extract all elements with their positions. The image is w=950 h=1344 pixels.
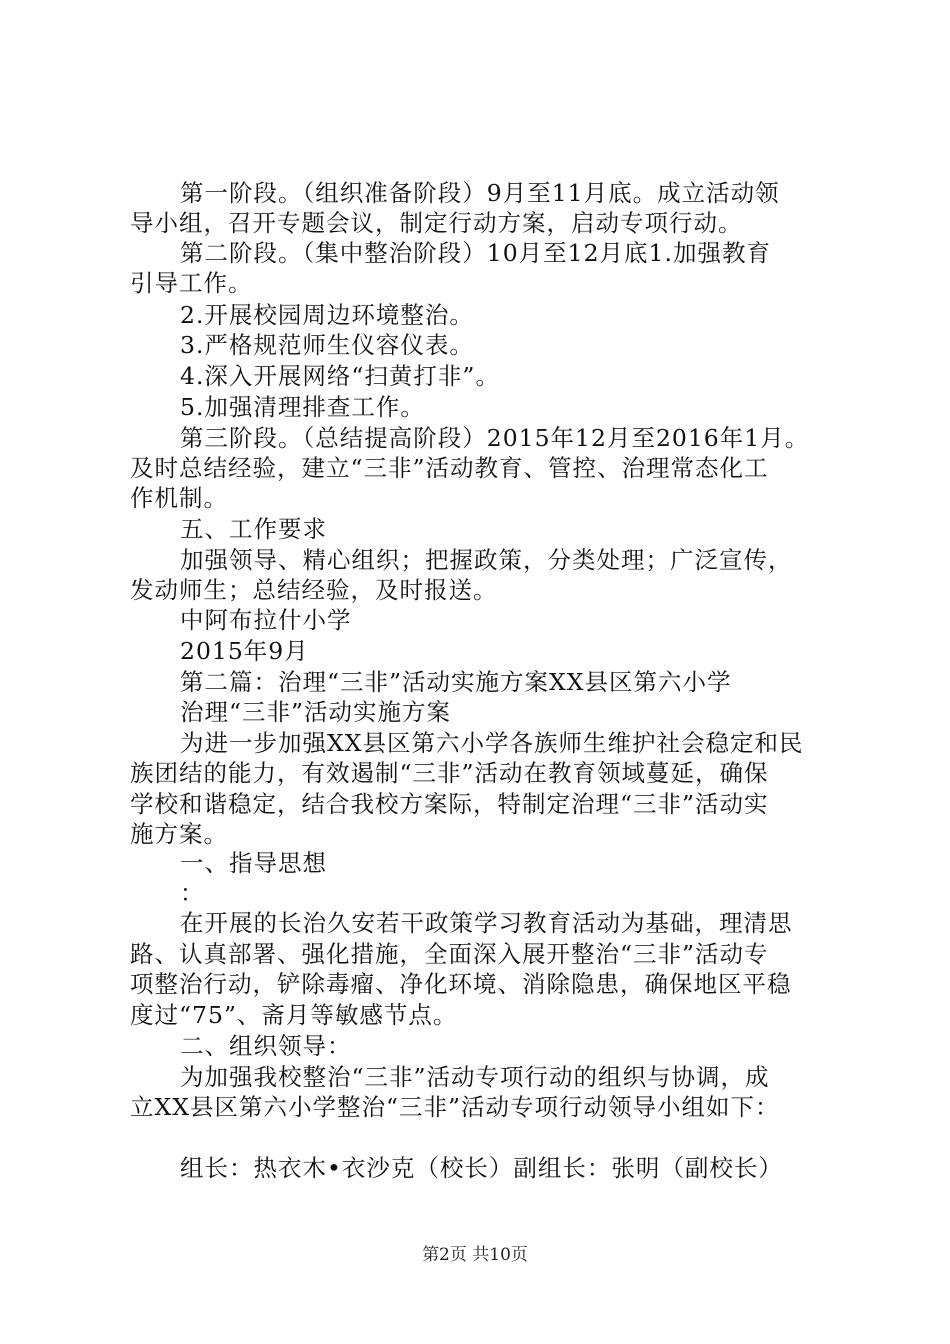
text-line: 2.开展校园周边环境整治。 [180,301,474,329]
signature-date: 2015年9月 [180,637,309,665]
text-line: 第三阶段。（总结提高阶段）2015年12月至2016年1月。 [180,424,810,452]
text-line: 施方案。 [130,820,228,848]
text-line: 3.严格规范师生仪容仪表。 [180,331,474,359]
text-line: 路、认真部署、强化措施，全面深入展开整治“三非”活动专 [130,940,769,968]
text-line: 5.加强清理排查工作。 [180,393,425,421]
text-line: 为加强我校整治“三非”活动专项行动的组织与协调，成 [180,1063,770,1091]
signature-school: 中阿布拉什小学 [180,606,352,634]
text-line: 为进一步加强XX县区第六小学各族师生维护社会稳定和民 [180,729,804,757]
page-number-footer: 第2页 共10页 [422,1245,528,1265]
text-line: 在开展的长治久安若干政策学习教育活动为基础，理清思 [180,909,793,937]
text-line: 4.深入开展网络“扫黄打非”。 [180,362,500,390]
text-line: 加强领导、精心组织；把握政策，分类处理；广泛宣传， [180,546,793,574]
section-heading: 五、工作要求 [180,515,327,543]
text-line: 学校和谐稳定，结合我校方案际，特制定治理“三非”活动实 [130,790,769,818]
part-title: 第二篇：治理“三非”活动实施方案XX县区第六小学 [180,668,732,696]
text-line: 及时总结经验，建立“三非”活动教育、管控、治理常态化工 [130,454,769,482]
text-line: 族团结的能力，有效遏制“三非”活动在教育领域蔓延，确保 [130,759,769,787]
text-line: 组长：热衣木•衣沙克（校长）副组长：张明（副校长） [180,1154,783,1182]
text-line: 立XX县区第六小学整治“三非”活动专项行动领导小组如下： [130,1093,780,1121]
text-line: 度过“75”、斋月等敏感节点。 [130,1001,458,1029]
text-line: 第一阶段。（组织准备阶段）9月至11月底。成立活动领 [180,179,780,207]
text-line: 发动师生；总结经验，及时报送。 [130,576,498,604]
text-line: 项整治行动，铲除毒瘤、净化环境、消除隐患，确保地区平稳 [130,970,792,998]
section-heading: 一、指导思想 [180,849,327,877]
text-line: 第二阶段。（集中整治阶段）10月至12月底1.加强教育 [180,239,771,267]
text-line: ： [180,879,205,907]
part-subtitle: 治理“三非”活动实施方案 [180,698,452,726]
section-heading: 二、组织领导： [180,1032,352,1060]
text-line: 作机制。 [130,484,228,512]
text-line: 导小组，召开专题会议，制定行动方案，启动专项行动。 [130,209,743,237]
text-line: 引导工作。 [130,269,253,297]
